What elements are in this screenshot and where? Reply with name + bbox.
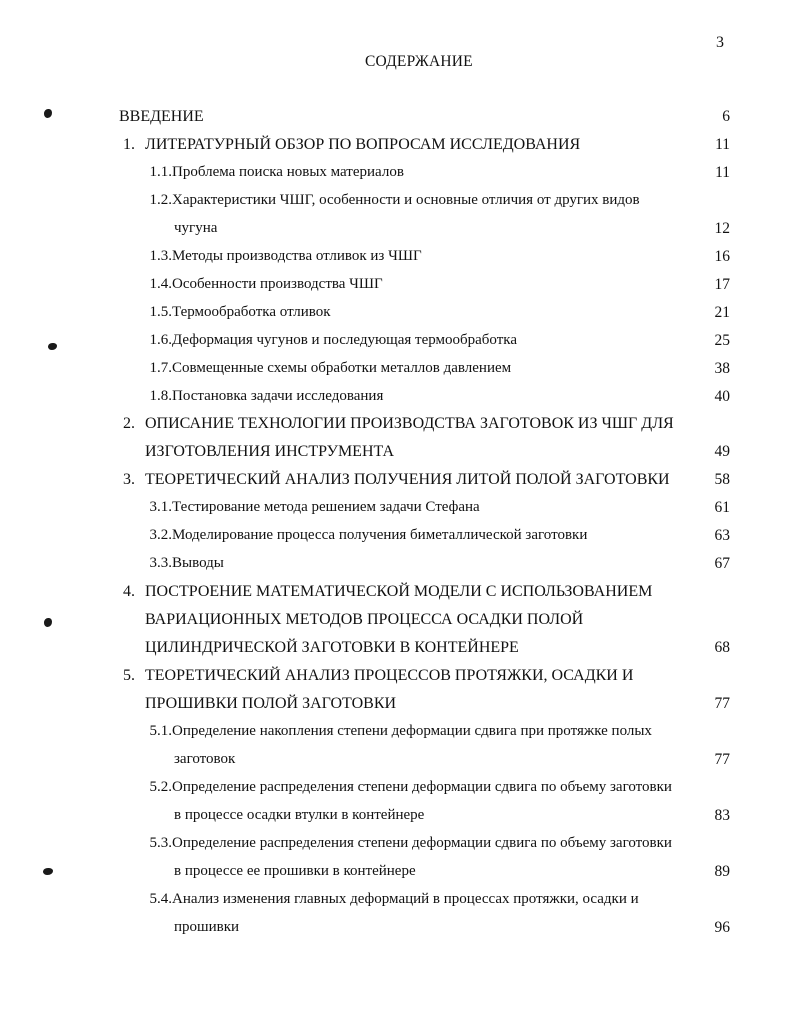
toc-entry-title-continuation[interactable]: ИЗГОТОВЛЕНИЯ ИНСТРУМЕНТА xyxy=(145,443,395,460)
scan-mark xyxy=(44,109,52,118)
toc-entry-number: 4. xyxy=(123,583,135,600)
toc-entry-page: 68 xyxy=(714,639,730,656)
toc-entry-title[interactable]: Постановка задачи исследования xyxy=(172,388,384,404)
toc-entry-title[interactable]: ТЕОРЕТИЧЕСКИЙ АНАЛИЗ ПОЛУЧЕНИЯ ЛИТОЙ ПОЛОЙ ЗАГОТОВКИ xyxy=(145,471,670,488)
toc-entry-title[interactable]: Анализ изменения главных деформаций в процессах протяжки, осадки и xyxy=(172,891,639,907)
toc-entry-title[interactable]: Определение накопления степени деформации сдвига при протяжке полых xyxy=(172,723,652,739)
toc-entry-page: 58 xyxy=(714,471,730,488)
toc-entry-number: 1.6. xyxy=(149,332,172,348)
toc-entry-number: 5.1. xyxy=(149,723,172,739)
toc-entry-number: 1. xyxy=(123,136,135,153)
toc-entry-page: 77 xyxy=(714,695,730,712)
toc-entry-page: 63 xyxy=(714,527,730,544)
toc-entry-title-continuation[interactable]: ПРОШИВКИ ПОЛОЙ ЗАГОТОВКИ xyxy=(145,695,397,712)
toc-entry-page: 12 xyxy=(714,220,730,237)
toc-entry-page: 67 xyxy=(714,555,730,572)
toc-entry-title[interactable]: ВВЕДЕНИЕ xyxy=(119,108,204,125)
toc-entry-title[interactable]: Выводы xyxy=(172,555,224,571)
toc-entry-title[interactable]: ЛИТЕРАТУРНЫЙ ОБЗОР ПО ВОПРОСАМ ИССЛЕДОВАНИЯ xyxy=(145,136,581,153)
toc-entry-title-continuation[interactable]: заготовок xyxy=(174,751,236,767)
title-text: СОДЕРЖАНИЕ xyxy=(365,53,473,70)
toc-entry-title[interactable]: Термообработка отливок xyxy=(172,304,331,320)
toc-entry-page: 96 xyxy=(714,919,730,936)
scan-mark xyxy=(48,343,57,350)
toc-entry-title-continuation[interactable]: в процессе ее прошивки в контейнере xyxy=(174,863,416,879)
toc-entry-number: 3. xyxy=(123,471,135,488)
toc-entry-title[interactable]: Моделирование процесса получения биметаллической заготовки xyxy=(172,527,588,543)
toc-entry-page: 38 xyxy=(714,360,730,377)
toc-entry-number: 1.7. xyxy=(149,360,172,376)
toc-entry-title-continuation[interactable]: прошивки xyxy=(174,919,240,935)
toc-entry-page: 16 xyxy=(714,248,730,265)
toc-entry-title[interactable]: ТЕОРЕТИЧЕСКИЙ АНАЛИЗ ПРОЦЕССОВ ПРОТЯЖКИ, ОСАДКИ И xyxy=(145,667,634,684)
page-number: 3 xyxy=(716,34,724,51)
toc-entry-title[interactable]: Характеристики ЧШГ, особенности и основные отличия от других видов xyxy=(172,192,640,208)
toc-entry-title[interactable]: Проблема поиска новых материалов xyxy=(172,164,404,180)
toc-entry-number: 1.2. xyxy=(149,192,172,208)
toc-entry-number: 5.3. xyxy=(149,835,172,851)
toc-entry-title-continuation[interactable]: ВАРИАЦИОННЫХ МЕТОДОВ ПРОЦЕССА ОСАДКИ ПОЛОЙ xyxy=(145,611,584,628)
toc-entry-title-continuation[interactable]: ЦИЛИНДРИЧЕСКОЙ ЗАГОТОВКИ В КОНТЕЙНЕРЕ xyxy=(145,639,519,656)
toc-entry-number: 3.3. xyxy=(149,555,172,571)
toc-entry-page: 89 xyxy=(714,863,730,880)
scan-mark xyxy=(43,868,53,875)
toc-entry-title-continuation[interactable]: в процессе осадки втулки в контейнере xyxy=(174,807,425,823)
toc-entry-page: 21 xyxy=(714,304,730,321)
toc-entry-number: 3.2. xyxy=(149,527,172,543)
scan-mark xyxy=(44,618,52,627)
toc-entry-number: 5.4. xyxy=(149,891,172,907)
toc-entry-title[interactable]: ОПИСАНИЕ ТЕХНОЛОГИИ ПРОИЗВОДСТВА ЗАГОТОВОК ИЗ ЧШГ ДЛЯ xyxy=(145,415,674,432)
toc-entry-page: 77 xyxy=(714,751,730,768)
toc-entry-number: 5. xyxy=(123,667,135,684)
toc-entry-title-continuation[interactable]: чугуна xyxy=(174,220,218,236)
toc-entry-title[interactable]: Совмещенные схемы обработки металлов давлением xyxy=(172,360,512,376)
toc-entry-page: 83 xyxy=(714,807,730,824)
toc-entry-number: 5.2. xyxy=(149,779,172,795)
toc-entry-number: 1.4. xyxy=(149,276,172,292)
toc-entry-title[interactable]: Методы производства отливок из ЧШГ xyxy=(172,248,422,264)
toc-entry-title[interactable]: Тестирование метода решением задачи Стефана xyxy=(172,499,480,515)
toc-entry-number: 2. xyxy=(123,415,135,432)
toc-entry-title[interactable]: ПОСТРОЕНИЕ МАТЕМАТИЧЕСКОЙ МОДЕЛИ С ИСПОЛЬЗОВАНИЕМ xyxy=(145,583,653,600)
toc-entry-page: 6 xyxy=(722,108,730,125)
toc-entry-page: 11 xyxy=(715,136,730,153)
toc-entry-title[interactable]: Определение распределения степени деформации сдвига по объему заготовки xyxy=(172,779,672,795)
toc-entry-title[interactable]: Особенности производства ЧШГ xyxy=(172,276,383,292)
toc-entry-page: 61 xyxy=(714,499,730,516)
toc-entry-page: 49 xyxy=(714,443,730,460)
toc-entry-number: 3.1. xyxy=(149,499,172,515)
toc-entry-number: 1.1. xyxy=(149,164,172,180)
toc-entry-number: 1.3. xyxy=(149,248,172,264)
toc-entry-number: 1.8. xyxy=(149,388,172,404)
toc-entry-page: 17 xyxy=(714,276,730,293)
toc-entry-page: 11 xyxy=(715,164,730,181)
toc-entry-title[interactable]: Деформация чугунов и последующая термообработка xyxy=(172,332,518,348)
toc-entry-page: 40 xyxy=(714,388,730,405)
toc-entry-page: 25 xyxy=(714,332,730,349)
toc-entry-number: 1.5. xyxy=(149,304,172,320)
toc-entry-title[interactable]: Определение распределения степени деформации сдвига по объему заготовки xyxy=(172,835,672,851)
